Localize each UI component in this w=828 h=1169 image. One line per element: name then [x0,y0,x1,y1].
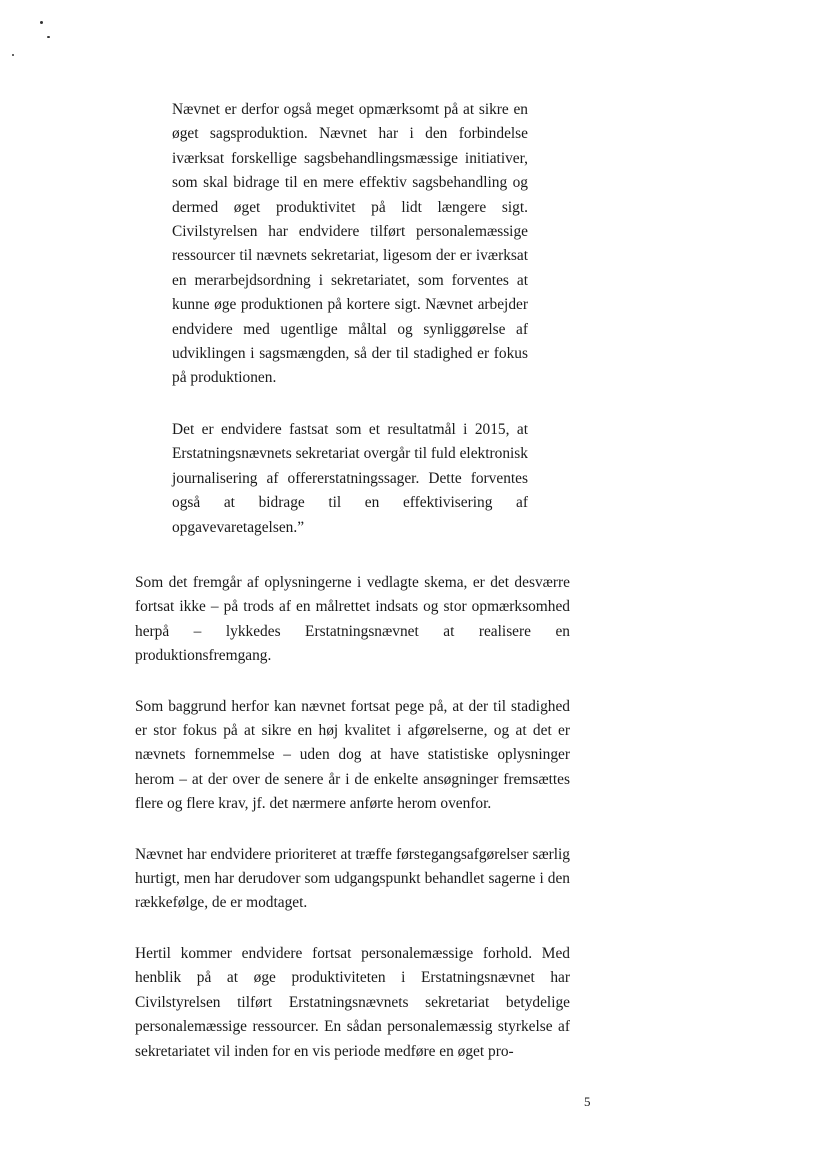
quote-paragraph-1: Nævnet er derfor også meget opmærksomt på at sikre en øget sagsproduktion. Nævnet har i den forbindelse iværksat forskellige sagsbehandlingsmæssige initiativer, som skal bidrage til en mere effektiv sagsbehandling og dermed øget produktivitet på lidt længere sigt. Civilstyrelsen har endvidere tilført personalemæssige ressourcer til nævnets sekretariat, ligesom der er iværksat en merarbejdsordning i sekretariatet, som forventes at kunne øge produktionen på kortere sigt. Nævnet arbejder endvidere med ugentlige måltal og synliggørelse af udviklingen i sagsmængden, så der til stadighed er fokus på produktionen. [172,101,528,387]
scan-speck [40,21,43,24]
scan-speck [12,54,14,56]
quote-paragraph-2: Det er endvidere fastsat som et resultatmål i 2015, at Erstatningsnævnets sekretariat overgår til fuld elektronisk journalisering af offererstatningssager. Dette forventes også at bidrage til en effektivisering af opgavevaretagelsen.” [172,420,528,536]
quoted-passage [172,98,528,540]
body-text [135,571,570,1090]
body-paragraph-3: Nævnet har endvidere prioriteret at træffe førstegangsafgørelser særlig hurtigt, men har derudover som udgangspunkt behandlet sagerne i den rækkefølge, de er modtaget. [135,845,570,912]
body-paragraph-2: Som baggrund herfor kan nævnet fortsat pege på, at der til stadighed er stor fokus på at sikre en høj kvalitet i afgørelserne, og at det er nævnets fornemmelse – uden dog at have statistiske oplysninger herom – at der over de senere år i de enkelte ansøgninger fremsættes flere og flere krav, jf. det nærmere anførte herom ovenfor. [135,697,570,813]
scan-speck [47,36,50,38]
body-paragraph-4: Hertil kommer endvidere fortsat personalemæssige forhold. Med henblik på at øge produktiviteten i Erstatningsnævnet har Civilstyrelsen tilført Erstatningsnævnets sekretariat betydelige personalemæssige ressourcer. En sådan personalemæssig styrkelse af sekretariatet vil inden for en vis periode medføre en øget pro- [135,944,570,1060]
page-number: 5 [584,1094,591,1109]
body-paragraph-1: Som det fremgår af oplysningerne i vedlagte skema, er det desværre fortsat ikke – på trods af en målrettet indsats og stor opmærksomhed herpå – lykkedes Erstatningsnævnet at realisere en produktionsfremgang. [135,574,570,665]
